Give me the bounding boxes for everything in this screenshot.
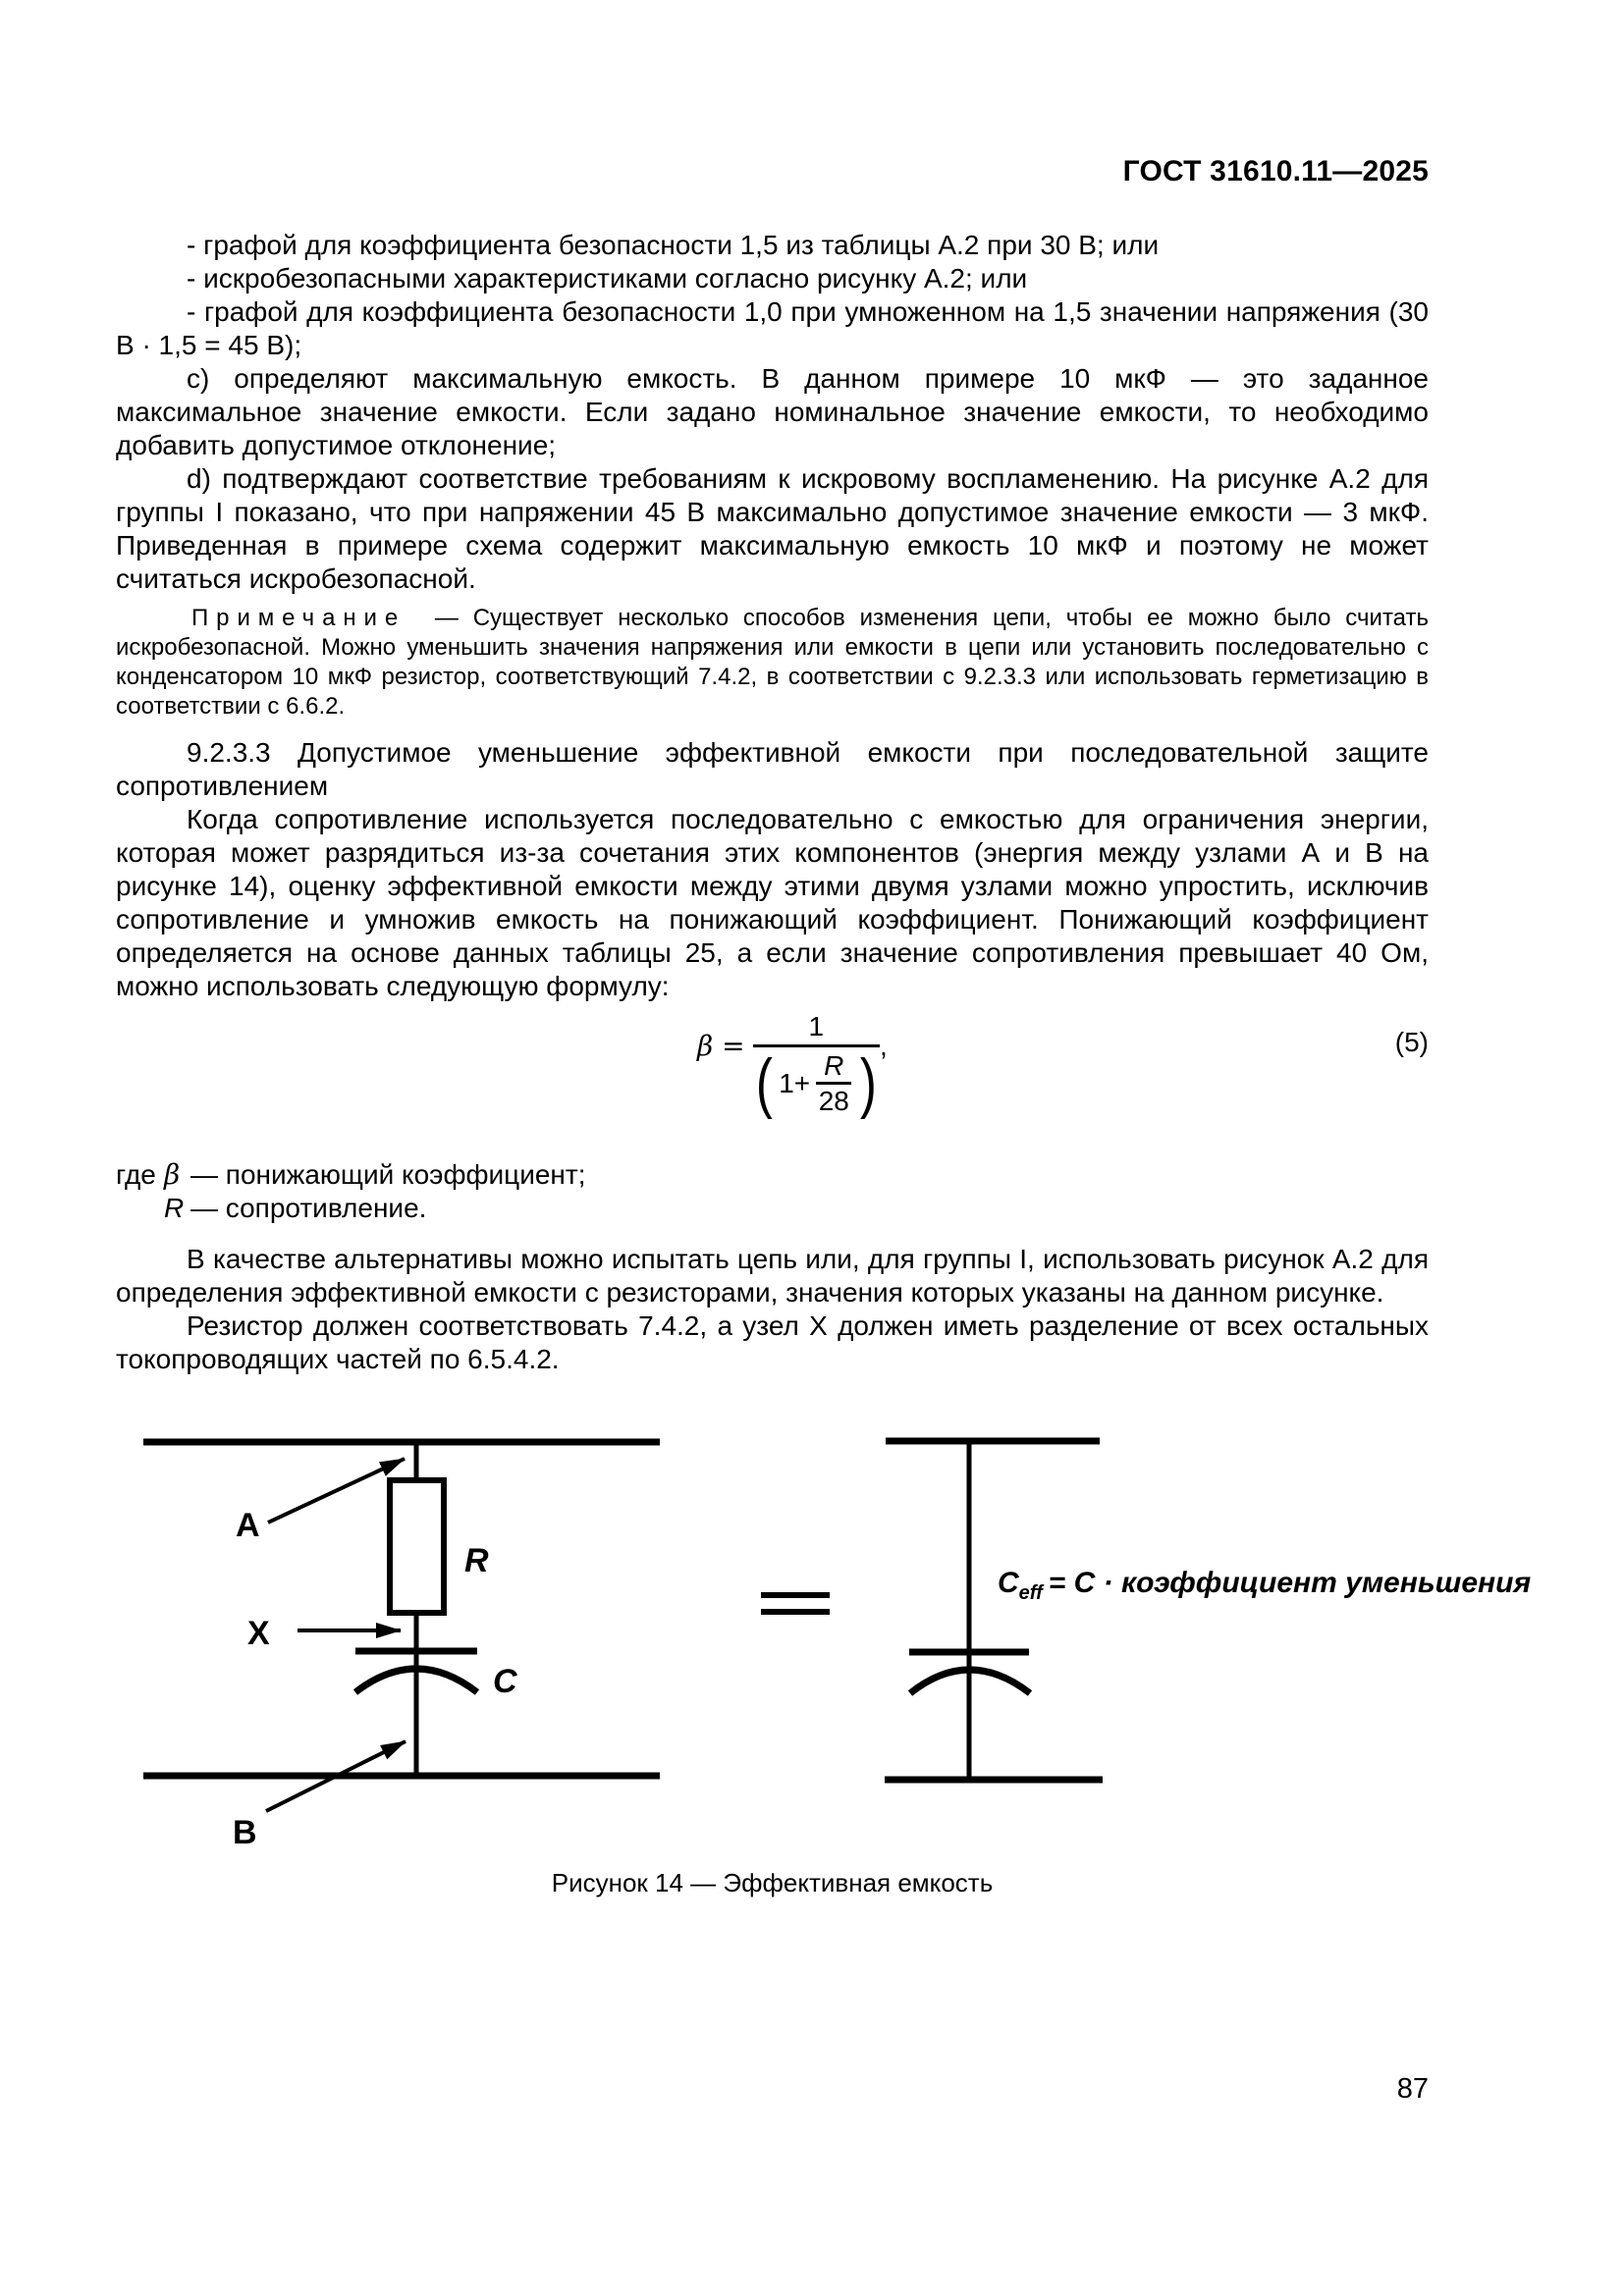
formula-numerator: 1 xyxy=(808,1011,825,1041)
where-text-beta: — понижающий коэффициент; xyxy=(190,1159,586,1190)
left-circuit xyxy=(143,1442,660,1851)
denominator-prefix: 1+ xyxy=(779,1067,811,1098)
where-line-beta xyxy=(116,1158,585,1192)
document-code-header: ГОСТ 31610.11—2025 xyxy=(1122,155,1429,187)
list-item: - искробезопасными характеристиками согласно рисунку А.2; или xyxy=(187,263,1028,294)
where-text-r: — сопротивление. xyxy=(190,1193,427,1223)
formula-5 xyxy=(116,1011,1429,1129)
section-intro: Когда сопротивление используется последовательно с емкостью для ограничения энергии, которая может разрядиться из-за сочетания этих компонентов (энергия между узлами А и В на рисунке 14), оценку эффективной емкости между этими двумя узлами можно упростить, исключив сопротивление и умножив емкость на понижающий коэффициент. Понижающий коэффициент определяется на основе данных таблицы 25, а если значение сопротивления превышает 40 Ом, можно использовать следующую формулу: xyxy=(116,804,1429,1001)
formula-expression xyxy=(697,1011,888,1121)
where-block xyxy=(116,1158,585,1225)
main-text-block xyxy=(116,229,1429,596)
list-item: - графой для коэффициента безопасности 1,0 при умноженном на 1,5 значении напряжения (30 В · 1,5 = 45 В); xyxy=(116,296,1429,360)
label-node-a: A xyxy=(236,1507,260,1544)
beta-symbol: β xyxy=(164,1158,181,1191)
label-capacitor: C xyxy=(493,1663,517,1700)
note-block xyxy=(116,604,1429,721)
nested-fraction xyxy=(816,1050,851,1116)
formula-fraction xyxy=(753,1011,880,1121)
after-formula-block xyxy=(116,1243,1429,1376)
paragraph-d: d) подтверждают соответствие требованиям к искровому воспламенению. На рисунке А.2 для группы I показано, что при напряжении 45 В максимально допустимое значение емкости — 3 мкФ. Приведенная в примере схема содержит максимальную емкость 10 мкФ и поэтому не может считаться искробезопасной. xyxy=(116,463,1429,594)
right-circuit xyxy=(885,1441,1103,1780)
note-label: Примечание xyxy=(191,605,406,631)
section-block xyxy=(116,736,1429,1003)
formula-lhs: β = xyxy=(697,1030,745,1062)
label-node-b: B xyxy=(233,1814,257,1851)
equation-number: (5) xyxy=(1394,1027,1429,1057)
resistor-symbol xyxy=(390,1480,444,1613)
nested-numerator: R xyxy=(816,1050,851,1085)
effective-capacitance-equation: $C_{eff} = C$ · коэффициент уменьшения xyxy=(998,1567,1532,1604)
paragraph-alternative: В качестве альтернативы можно испытать цепь или, для группы I, использовать рисунок А.2 для определения эффективной емкости с резисторами, значения которых указаны на данном рисунке. xyxy=(116,1244,1429,1308)
formula-denominator xyxy=(753,1044,880,1121)
formula-comma: , xyxy=(880,1031,888,1061)
section-heading: 9.2.3.3 Допустимое уменьшение эффективной емкости при последовательной защите сопротивлением xyxy=(116,737,1429,801)
label-resistor: R xyxy=(464,1542,489,1579)
page-number: 87 xyxy=(1396,2073,1429,2105)
paragraph-resistor: Резистор должен соответствовать 7.4.2, а узел X должен иметь разделение от всех остальных токопроводящих частей по 6.5.4.2. xyxy=(116,1310,1429,1374)
figure-14-circuit-diagram xyxy=(88,1412,1532,1873)
close-paren: ) xyxy=(860,1045,878,1121)
equals-sign xyxy=(761,1595,830,1612)
note-paragraph xyxy=(116,604,1429,721)
where-prefix: где xyxy=(116,1159,156,1190)
where-line-r xyxy=(116,1192,585,1225)
open-paren: ( xyxy=(755,1045,773,1121)
note-text: — Существует несколько способов изменения цепи, чтобы ее можно было считать искробезопасной. Можно уменьшить значения напряжения или емкости в цепи или установить последовательно с конденсатором 10 мкФ резистор, соответствующий 7.4.2, в соответствии с 9.2.3.3 или использовать герметизацию в соответствии с 6.6.2. xyxy=(116,605,1429,720)
nested-denominator: 28 xyxy=(818,1086,849,1116)
label-node-x: X xyxy=(247,1615,270,1652)
arrow-a xyxy=(268,1459,405,1522)
figure-caption: Рисунок 14 — Эффективная емкость xyxy=(551,1868,994,1897)
paragraph-c: c) определяют максимальную емкость. В данном примере 10 мкФ — это заданное максимальное значение емкости. Если задано номинальное значение емкости, то необходимо добавить допустимое отклонение; xyxy=(116,363,1429,460)
list-item: - графой для коэффициента безопасности 1,5 из таблицы А.2 при 30 В; или xyxy=(187,230,1160,260)
r-symbol: R xyxy=(164,1193,185,1223)
